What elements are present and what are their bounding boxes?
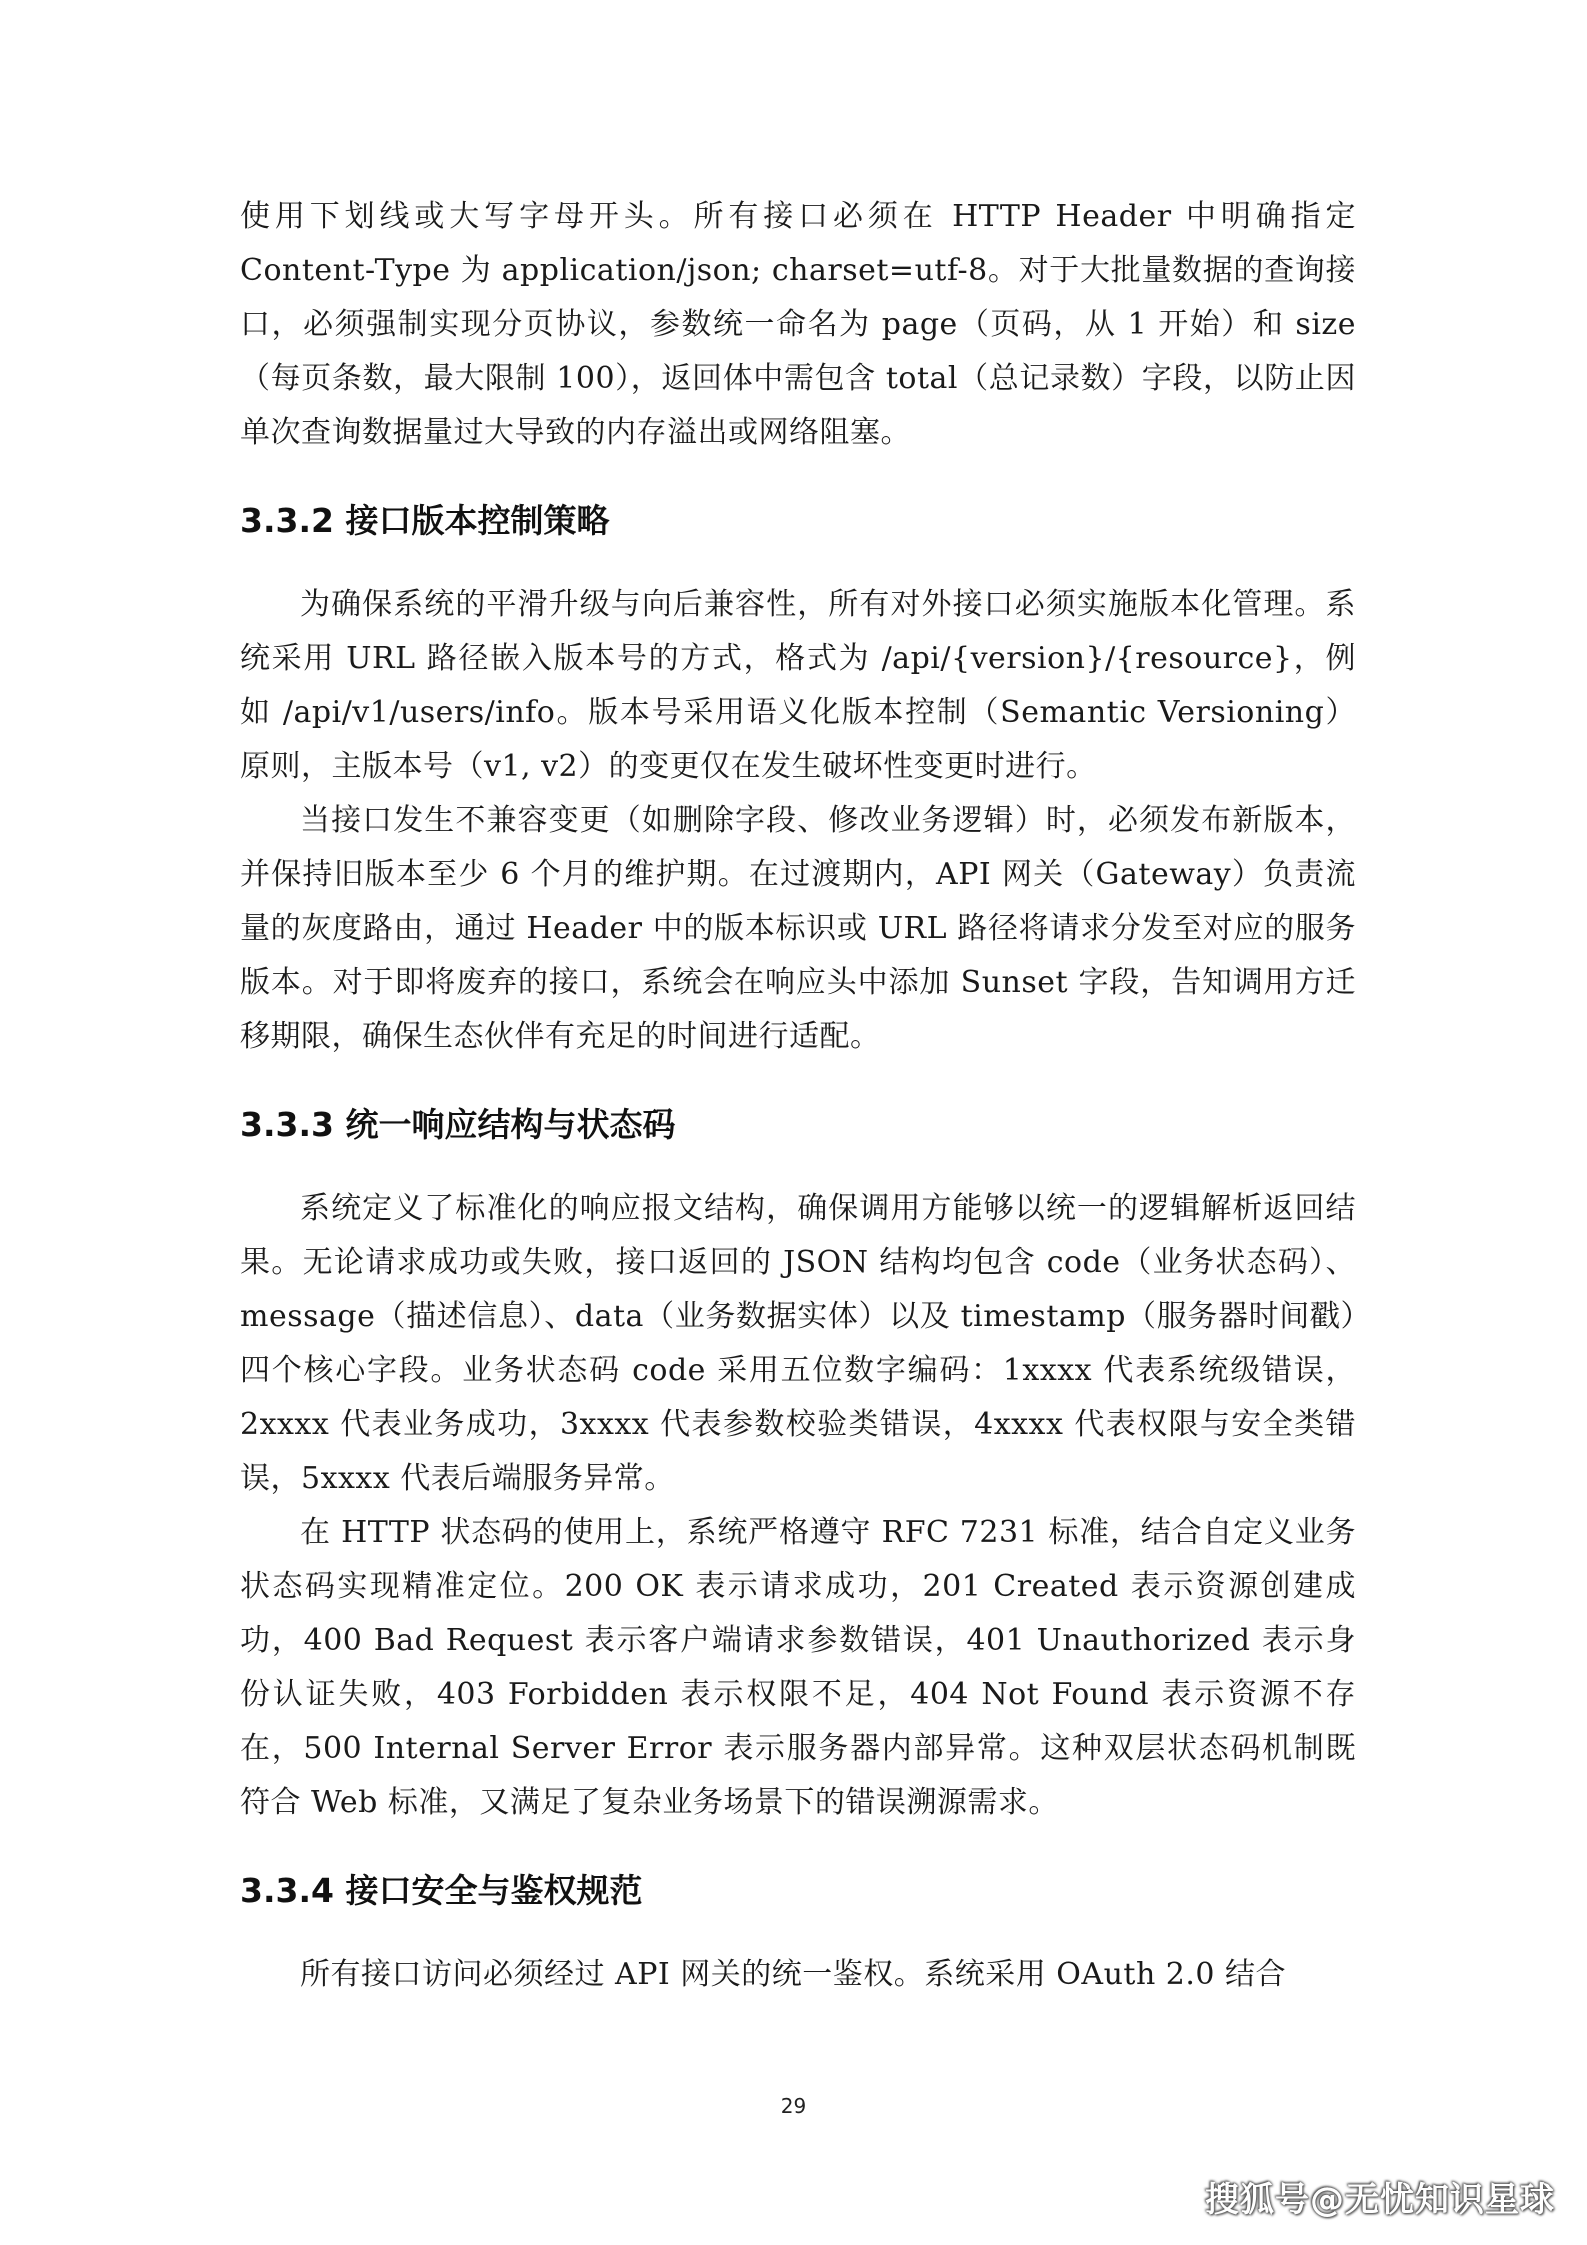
section-heading-3-3-2: 3.3.2 接口版本控制策略 bbox=[240, 501, 610, 540]
paragraph-3-3-2-1: 为确保系统的平滑升级与向后兼容性，所有对外接口必须实施版本化管理。系统采用 URL 路径嵌入版本号的方式，格式为 /api/{version}/{resource}，例如 /api/v1/users/info。版本号采用语义化版本控制（Semantic Versioning）原则，主版本号（v1, v2）的变更仅在发生破坏性变更时进行。 bbox=[240, 587, 1356, 784]
document-body bbox=[240, 190, 1356, 2002]
section-heading-3-3-4: 3.3.4 接口安全与鉴权规范 bbox=[240, 1871, 643, 1910]
watermark-text: 搜狐号@无忧知识星球 bbox=[1205, 2180, 1555, 2220]
paragraph-3-3-2-2: 当接口发生不兼容变更（如删除字段、修改业务逻辑）时，必须发布新版本，并保持旧版本至少 6 个月的维护期。在过渡期内，API 网关（Gateway）负责流量的灰度路由，通过 Header 中的版本标识或 URL 路径将请求分发至对应的服务版本。对于即将废弃的接口，系统会在响应头中添加 Sunset 字段，告知调用方迁移期限，确保生态伙伴有充足的时间进行适配。 bbox=[240, 803, 1356, 1054]
paragraph-3-3-3-1: 系统定义了标准化的响应报文结构，确保调用方能够以统一的逻辑解析返回结果。无论请求成功或失败，接口返回的 JSON 结构均包含 code（业务状态码）、message（描述信息）、data（业务数据实体）以及 timestamp（服务器时间戳）四个核心字段。业务状态码 code 采用五位数字编码：1xxxx 代表系统级错误，2xxxx 代表业务成功，3xxxx 代表参数校验类错误，4xxxx 代表权限与安全类错误，5xxxx 代表后端服务异常。 bbox=[240, 1191, 1356, 1496]
paragraph-3-3-3-2: 在 HTTP 状态码的使用上，系统严格遵守 RFC 7231 标准，结合自定义业务状态码实现精准定位。200 OK 表示请求成功，201 Created 表示资源创建成功，400 Bad Request 表示客户端请求参数错误，401 Unauthorized 表示身份认证失败，403 Forbidden 表示权限不足，404 Not Found 表示资源不存在，500 Internal Server Error 表示服务器内部异常。这种双层状态码机制既符合 Web 标准，又满足了复杂业务场景下的错误溯源需求。 bbox=[240, 1515, 1356, 1820]
paragraph-intro: 使用下划线或大写字母开头。所有接口必须在 HTTP Header 中明确指定 Content-Type 为 application/json; charset=utf-8。对于大批量数据的查询接口，必须强制实现分页协议，参数统一命名为 page（页码，从 1 开始）和 size（每页条数，最大限制 100），返回体中需包含 total（总记录数）字段，以防止因单次查询数据量过大导致的内存溢出或网络阻塞。 bbox=[240, 199, 1356, 450]
section-heading-3-3-3: 3.3.3 统一响应结构与状态码 bbox=[240, 1105, 676, 1144]
paragraph-3-3-4-1: 所有接口访问必须经过 API 网关的统一鉴权。系统采用 OAuth 2.0 结合 bbox=[300, 1957, 1287, 1992]
page-number: 29 bbox=[780, 2094, 807, 2118]
